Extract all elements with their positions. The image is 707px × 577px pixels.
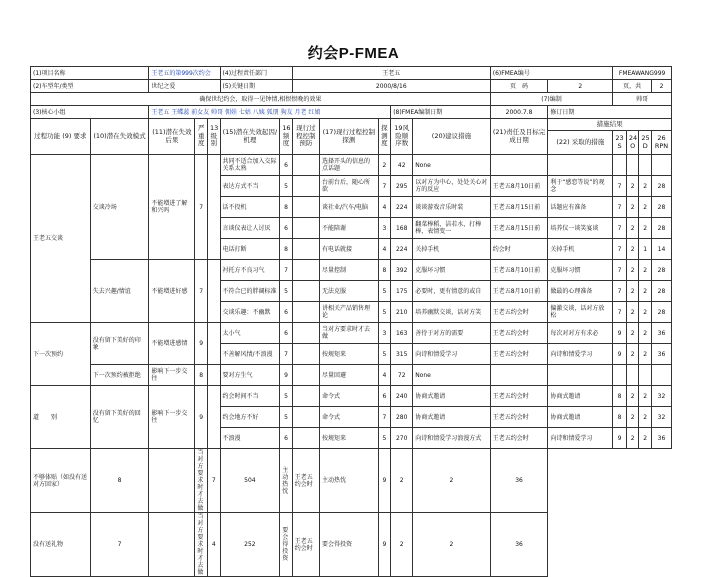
detection-cell: 当对方要求时才去做 <box>195 513 208 577</box>
col-results: 措施结果 <box>548 119 672 131</box>
new-occurrence-cell: 2 <box>391 513 413 577</box>
occurrence-cell: 7 <box>280 260 293 281</box>
fmea-table <box>30 66 672 577</box>
col-action-taken: (22) 采取的措施 <box>548 131 613 155</box>
responsibility-cell <box>490 155 548 176</box>
col-occurrence: 16频度 <box>280 119 293 155</box>
occurrence-cell: 5 <box>280 281 293 302</box>
prevention-cell <box>292 365 319 386</box>
action-cell: None <box>413 155 491 176</box>
rpn-cell: 42 <box>391 155 413 176</box>
failure-mode-cell: 没有留下美好的回忆 <box>90 386 149 449</box>
detection-rating-cell: 4 <box>378 197 391 218</box>
new-severity-cell: 9 <box>613 344 627 365</box>
responsibility-cell: 王老五约会时 <box>292 513 319 577</box>
class-cell <box>207 386 220 449</box>
new-severity-cell: 7 <box>613 302 627 323</box>
new-occurrence-cell: 2 <box>626 239 639 260</box>
responsibility-cell: 王老五8月10日前 <box>490 260 548 281</box>
prevention-cell <box>292 260 319 281</box>
process-function-cell: 下一次预约 <box>31 323 91 386</box>
new-detection-cell: 2 <box>413 449 491 513</box>
rpn-cell: 163 <box>391 323 413 344</box>
detection-cell: 谈社业/汽车/电脑 <box>320 197 379 218</box>
new-occurrence-cell: 2 <box>626 197 639 218</box>
action-taken-cell: 关掉手机 <box>548 239 613 260</box>
responsibility-cell: 王老五8月10日前 <box>490 281 548 302</box>
detection-rating-cell: 3 <box>378 218 391 239</box>
fmea-date-value: 2000.7.8 <box>490 106 548 119</box>
detection-cell: 当对方要求时才去做 <box>195 449 208 513</box>
new-rpn-cell: 36 <box>651 323 671 344</box>
new-detection-cell: 2 <box>639 344 652 365</box>
new-severity-cell: 9 <box>613 323 627 344</box>
cause-cell: 表达方式不当 <box>220 176 280 197</box>
detection-rating-cell: 5 <box>378 428 391 449</box>
prevention-cell <box>292 281 319 302</box>
table-row <box>31 155 672 176</box>
new-rpn-cell: 32 <box>651 407 671 428</box>
action-taken-cell: 主动热忱 <box>320 449 379 513</box>
action-taken-cell: 协商式邀请 <box>548 386 613 407</box>
responsibility-cell: 王老五约会时 <box>490 407 548 428</box>
prevention-cell <box>292 386 319 407</box>
detection-rating-cell: 8 <box>378 260 391 281</box>
failure-effect-cell: 不能增进了解和兴吗 <box>149 155 195 260</box>
col-new-rpn: 26 RPN <box>651 131 671 155</box>
severity-cell: 9 <box>195 386 208 449</box>
project-label: (1)项目名称 <box>31 67 149 80</box>
prepared-label: (7)编制 <box>490 93 613 106</box>
action-taken-cell: 要会得投资 <box>320 513 379 577</box>
new-severity-cell: 9 <box>378 449 391 513</box>
class-cell <box>207 365 220 386</box>
new-occurrence-cell: 2 <box>626 281 639 302</box>
new-detection-cell: 1 <box>639 239 652 260</box>
detection-rating-cell: 6 <box>378 386 391 407</box>
rpn-cell: 168 <box>391 218 413 239</box>
action-cell: 向诗和情爱学习浪漫方式 <box>413 428 491 449</box>
responsibility-cell: 约会时 <box>490 239 548 260</box>
prevention-cell <box>292 323 319 344</box>
fmea-no-value: FMEAWANG999 <box>613 67 672 80</box>
failure-effect-cell: 影响下一步交往 <box>149 386 195 449</box>
detection-rating-cell: 4 <box>378 365 391 386</box>
table-row <box>31 513 672 577</box>
page-title: 约会P-FMEA <box>307 45 400 62</box>
col-process: 过程功能 (9) 要求 <box>31 119 91 155</box>
col-severity: 严重度 <box>195 119 208 155</box>
new-severity-cell: 7 <box>613 218 627 239</box>
failure-mode-cell: 下一次预约被拒绝 <box>90 365 149 386</box>
owner-value: 王老五 <box>292 67 490 80</box>
responsibility-cell: 王老五8月15日前 <box>490 197 548 218</box>
cause-cell: 约会地方不好 <box>220 407 280 428</box>
rpn-cell: 210 <box>391 302 413 323</box>
detection-rating-cell: 5 <box>378 302 391 323</box>
cause-cell: 电话打断 <box>220 239 280 260</box>
key-date-label: (5)关键日期 <box>220 80 292 93</box>
new-rpn-cell: 28 <box>651 281 671 302</box>
new-rpn-cell: 28 <box>651 260 671 281</box>
cause-cell: 不善解风情/不浪漫 <box>220 344 280 365</box>
new-detection-cell <box>639 365 652 386</box>
new-severity-cell: 8 <box>613 386 627 407</box>
occurrence-cell: 6 <box>280 155 293 176</box>
col-effect: (11)潜在失效后果 <box>149 119 195 155</box>
col-cause: (15)潜在失效起因/机理 <box>220 119 280 155</box>
new-detection-cell: 2 <box>639 176 652 197</box>
new-occurrence-cell: 2 <box>626 344 639 365</box>
occurrence-cell: 6 <box>280 323 293 344</box>
new-occurrence-cell: 2 <box>626 176 639 197</box>
detection-rating-cell: 4 <box>378 239 391 260</box>
detection-cell: 命令式 <box>320 386 379 407</box>
prevention-cell <box>292 197 319 218</box>
project-value: 王老五的第999次约会 <box>149 67 220 80</box>
action-cell: 协商式邀请 <box>413 407 491 428</box>
new-detection-cell: 2 <box>639 218 652 239</box>
col-prevention: 现行过程控制预防 <box>292 119 319 155</box>
cause-cell: 没有送礼物 <box>31 513 91 577</box>
new-severity-cell: 7 <box>613 260 627 281</box>
new-detection-cell: 2 <box>639 407 652 428</box>
prevention-cell <box>149 513 195 577</box>
detection-cell: 尽量回避 <box>320 365 379 386</box>
new-occurrence-cell <box>626 155 639 176</box>
cause-cell: 不浪漫 <box>220 428 280 449</box>
page-label: 页 码 <box>490 80 548 93</box>
table-row <box>31 365 672 386</box>
detection-rating-cell: 7 <box>207 449 220 513</box>
failure-mode-cell: 没有留下美好的印象 <box>90 323 149 365</box>
occurrence-cell: 8 <box>280 239 293 260</box>
type-value: 世纪之爱 <box>149 80 220 93</box>
new-occurrence-cell: 2 <box>626 386 639 407</box>
goal-statement: 确保世纪约会，取得一见钟情,相恨恨晚的效果 <box>31 93 491 106</box>
detection-cell: 按规矩来 <box>320 428 379 449</box>
failure-mode-cell: 失去兴趣/情谊 <box>90 260 149 323</box>
page-of-label: 页，共 <box>613 80 652 93</box>
type-label: (2)车型年/类型 <box>31 80 149 93</box>
prevention-cell <box>292 239 319 260</box>
revision-label: 修订日期 <box>548 106 672 119</box>
new-detection-cell: 2 <box>639 323 652 344</box>
rpn-cell: 295 <box>391 176 413 197</box>
responsibility-cell: 王老五8月10日前 <box>490 176 548 197</box>
occurrence-cell: 5 <box>280 407 293 428</box>
detection-rating-cell: 7 <box>378 407 391 428</box>
rpn-cell: 240 <box>391 386 413 407</box>
new-occurrence-cell <box>626 365 639 386</box>
detection-cell: 尽量控制 <box>320 260 379 281</box>
prevention-cell <box>292 218 319 239</box>
class-cell <box>207 323 220 365</box>
action-cell: None <box>413 365 491 386</box>
action-cell: 关掉手机 <box>413 239 491 260</box>
action-taken-cell: 每次对对方有求必 <box>548 323 613 344</box>
new-rpn-cell <box>651 365 671 386</box>
occurrence-cell: 9 <box>280 365 293 386</box>
new-severity-cell: 9 <box>613 428 627 449</box>
col-new-d: 25 D <box>639 131 652 155</box>
new-occurrence-cell: 2 <box>626 407 639 428</box>
failure-effect-cell: 不能增进好感 <box>149 260 195 323</box>
failure-effect-cell: 不能增进感情 <box>149 323 195 365</box>
action-taken-cell: 向诗和情爱学习 <box>548 428 613 449</box>
cause-cell: 话不投机 <box>220 197 280 218</box>
failure-effect-cell: 影响下一步交往 <box>149 365 195 386</box>
table-row <box>31 323 672 344</box>
rpn-cell: 270 <box>391 428 413 449</box>
new-severity-cell: 7 <box>613 197 627 218</box>
prevention-cell <box>149 449 195 513</box>
prevention-cell <box>292 407 319 428</box>
rpn-cell: 280 <box>391 407 413 428</box>
new-detection-cell <box>639 155 652 176</box>
rpn-cell: 252 <box>220 513 280 577</box>
cause-cell: 约会时间不当 <box>220 386 280 407</box>
new-severity-cell: 7 <box>613 281 627 302</box>
rpn-cell: 175 <box>391 281 413 302</box>
rpn-cell: 224 <box>391 197 413 218</box>
team-value: 王老五 王蝶蕊 前女友 帅哥 佣娃 七姑 八姨 狐朋 狗友 月老 红娘 <box>149 106 391 119</box>
responsibility-cell: 王老五约会时 <box>490 386 548 407</box>
rpn-cell: 392 <box>391 260 413 281</box>
action-cell: 以对方为中心，处处关心对方的反应 <box>413 176 491 197</box>
new-severity-cell <box>613 155 627 176</box>
new-detection-cell: 2 <box>639 281 652 302</box>
new-rpn-cell: 28 <box>651 176 671 197</box>
prevention-cell <box>292 428 319 449</box>
cause-cell: 不够体贴（如没有送对方回家） <box>31 449 91 513</box>
occurrence-cell: 6 <box>280 428 293 449</box>
severity-cell: 8 <box>195 365 208 386</box>
cause-cell: 太小气 <box>220 323 280 344</box>
detection-cell: 当对方要求时才去做 <box>320 323 379 344</box>
detection-rating-cell: 3 <box>378 323 391 344</box>
owner-label: (4)过程责任部门 <box>220 67 292 80</box>
col-new-o: 24 O <box>626 131 639 155</box>
new-detection-cell: 2 <box>639 386 652 407</box>
fmea-no-label: (6)FMEA编号 <box>490 67 613 80</box>
occurrence-cell: 6 <box>280 218 293 239</box>
responsibility-cell: 王老五约会时 <box>292 449 319 513</box>
action-cell: 翻菜棒稻，洁若水，打棒棒，表情变一 <box>413 218 491 239</box>
prepared-value: 帅哥 <box>613 93 672 106</box>
col-detection-rating: 探测度 <box>378 119 391 155</box>
occurrence-cell: 8 <box>280 197 293 218</box>
action-cell: 主动热忱 <box>280 449 293 513</box>
cause-cell: 不符合已的胖阔标准 <box>220 281 280 302</box>
process-function-cell: 王老五交谈 <box>31 155 91 323</box>
new-detection-cell: 2 <box>639 197 652 218</box>
responsibility-cell: 王老五约会时 <box>490 428 548 449</box>
action-taken-cell: 协商式邀请 <box>548 407 613 428</box>
team-label: (3)核心小组 <box>31 106 149 119</box>
action-taken-cell <box>548 365 613 386</box>
new-rpn-cell: 36 <box>651 344 671 365</box>
table-row <box>31 260 672 281</box>
new-detection-cell: 2 <box>639 260 652 281</box>
detection-rating-cell: 2 <box>378 155 391 176</box>
responsibility-cell <box>490 365 548 386</box>
occurrence-cell: 7 <box>90 513 149 577</box>
responsibility-cell: 王老五约会时 <box>490 323 548 344</box>
detection-cell: 有电话就接 <box>320 239 379 260</box>
action-taken-cell: 话题应有准备 <box>548 197 613 218</box>
detection-cell: 不能陪谢 <box>320 218 379 239</box>
col-class: 13级别 <box>207 119 220 155</box>
col-failure-mode: (10)潜在失效模式 <box>90 119 149 155</box>
responsibility-cell: 王老五8月15日前 <box>490 218 548 239</box>
col-responsibility: (21)责任及目标完成日期 <box>490 119 548 155</box>
detection-cell: 台前台后，随心所欲 <box>320 176 379 197</box>
page-value: 2 <box>548 80 613 93</box>
new-detection-cell: 2 <box>639 302 652 323</box>
occurrence-cell: 5 <box>280 386 293 407</box>
rpn-cell: 315 <box>391 344 413 365</box>
detection-cell: 选择开头的信息的点话题 <box>320 155 379 176</box>
cause-cell: 言谈仪表让人讨厌 <box>220 218 280 239</box>
action-taken-cell: 向诗和情爱学习 <box>548 344 613 365</box>
fmea-date-label: (8)FMEA编制日期 <box>391 106 491 119</box>
failure-mode-cell: 交谈冷场 <box>90 155 149 260</box>
rpn-cell: 72 <box>391 365 413 386</box>
new-occurrence-cell: 2 <box>626 302 639 323</box>
detection-cell: 命令式 <box>320 407 379 428</box>
new-rpn-cell: 28 <box>651 197 671 218</box>
responsibility-cell: 王老五约会时 <box>490 302 548 323</box>
cause-cell: 要对方生气 <box>220 365 280 386</box>
severity-cell: 9 <box>195 323 208 365</box>
responsibility-cell: 王老五约会时 <box>490 344 548 365</box>
occurrence-cell: 7 <box>280 344 293 365</box>
detection-rating-cell: 7 <box>378 176 391 197</box>
col-rpn: 19风险顺序数 <box>391 119 413 155</box>
new-detection-cell: 2 <box>639 428 652 449</box>
action-cell: 培养幽默交谈，话对方笑 <box>413 302 491 323</box>
col-action: (20)建议措施 <box>413 119 491 155</box>
prevention-cell <box>292 176 319 197</box>
action-cell: 善待于对方的需要 <box>413 323 491 344</box>
new-occurrence-cell: 2 <box>626 323 639 344</box>
detection-cell: 无法克服 <box>320 281 379 302</box>
new-occurrence-cell: 2 <box>626 428 639 449</box>
new-rpn-cell <box>651 155 671 176</box>
action-cell: 克服坏习惯 <box>413 260 491 281</box>
occurrence-cell: 8 <box>90 449 149 513</box>
action-cell: 要会得投资 <box>280 513 293 577</box>
new-severity-cell: 7 <box>613 176 627 197</box>
table-row <box>31 449 672 513</box>
prevention-cell <box>292 344 319 365</box>
cause-cell: 共同不适合加入交际关系太熟 <box>220 155 280 176</box>
severity-cell: 7 <box>195 260 208 323</box>
new-severity-cell: 8 <box>613 407 627 428</box>
action-taken-cell: 做最的心理准备 <box>548 281 613 302</box>
page-total: 2 <box>651 80 671 93</box>
new-rpn-cell: 36 <box>490 449 548 513</box>
new-severity-cell <box>613 365 627 386</box>
new-rpn-cell: 28 <box>651 302 671 323</box>
action-taken-cell: 偏激交谈，话对方放松 <box>548 302 613 323</box>
action-taken-cell: 克服坏习惯 <box>548 260 613 281</box>
detection-rating-cell: 4 <box>207 513 220 577</box>
new-rpn-cell: 14 <box>651 239 671 260</box>
new-occurrence-cell: 2 <box>626 260 639 281</box>
key-date-value: 2000/8/16 <box>292 80 490 93</box>
cause-cell: 衬托方不良习气 <box>220 260 280 281</box>
new-rpn-cell: 36 <box>490 513 548 577</box>
prevention-cell <box>292 302 319 323</box>
action-taken-cell: 培养仪一谈笑宴谈 <box>548 218 613 239</box>
detection-rating-cell: 5 <box>378 281 391 302</box>
class-cell <box>207 260 220 323</box>
action-taken-cell: 利于“感恋等说”的观念 <box>548 176 613 197</box>
occurrence-cell: 6 <box>280 302 293 323</box>
col-new-s: 23 S <box>613 131 627 155</box>
col-detection: (17)现行过程控制探测 <box>320 119 379 155</box>
new-rpn-cell: 28 <box>651 218 671 239</box>
action-cell: 协商式邀请 <box>413 386 491 407</box>
prevention-cell <box>292 155 319 176</box>
new-detection-cell: 2 <box>413 513 491 577</box>
rpn-cell: 224 <box>391 239 413 260</box>
action-cell: 谈谈游戏音乐时装 <box>413 197 491 218</box>
detection-cell: 讲相关产品销售理论 <box>320 302 379 323</box>
rpn-cell: 504 <box>220 449 280 513</box>
new-rpn-cell: 32 <box>651 386 671 407</box>
action-cell: 必要时，更有情意的或自 <box>413 281 491 302</box>
action-cell: 向诗和情爱学习 <box>413 344 491 365</box>
new-severity-cell: 7 <box>613 239 627 260</box>
new-severity-cell: 9 <box>378 513 391 577</box>
class-cell <box>207 155 220 260</box>
action-taken-cell <box>548 155 613 176</box>
detection-rating-cell: 5 <box>378 344 391 365</box>
new-occurrence-cell: 2 <box>391 449 413 513</box>
occurrence-cell: 5 <box>280 176 293 197</box>
process-function-cell: 道 别 <box>31 386 91 449</box>
detection-cell: 按规矩来 <box>320 344 379 365</box>
table-row <box>31 386 672 407</box>
new-occurrence-cell: 2 <box>626 218 639 239</box>
cause-cell: 交谈乐趣：不幽默 <box>220 302 280 323</box>
new-rpn-cell: 36 <box>651 428 671 449</box>
severity-cell: 7 <box>195 155 208 260</box>
